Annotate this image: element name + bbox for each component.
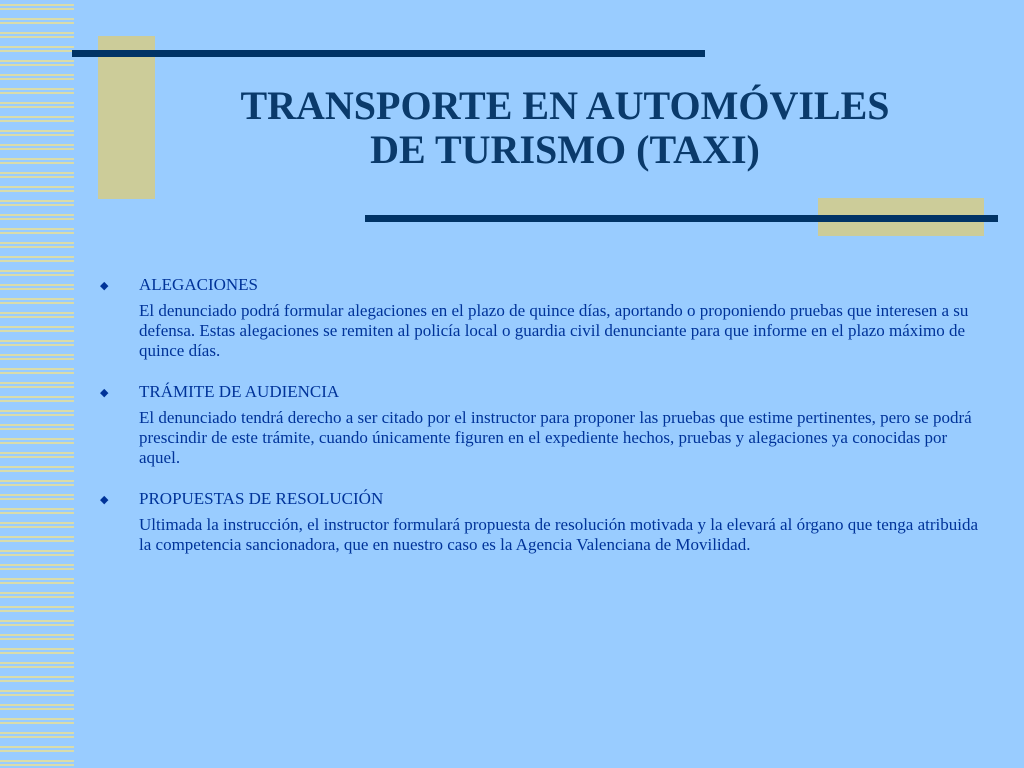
list-item-propuestas-de-resolucion (100, 489, 980, 555)
item-heading: PROPUESTAS DE RESOLUCIÓN (139, 489, 384, 508)
slide-title (160, 84, 970, 172)
item-heading: ALEGACIONES (139, 275, 258, 294)
title-rule-bottom (365, 215, 998, 222)
list-item-alegaciones (100, 275, 980, 361)
item-text: El denunciado podrá formular alegaciones en el plazo de quince días, aportando o proponiendo pruebas que interesen a su defensa. Estas alegaciones se remiten al policía local o guardia civil denunciante para que informe en el plazo máximo de quince días. (139, 301, 969, 360)
bullet-list (100, 275, 980, 576)
slide-title-line-2: DE TURISMO (TAXI) (370, 127, 760, 172)
item-text: Ultimada la instrucción, el instructor formulará propuesta de resolución motivada y la elevará al órgano que tenga atribuida la competencia sancionadora, que en nuestro caso es la Agencia Valenciana de Movilidad. (139, 515, 979, 554)
item-text: El denunciado tendrá derecho a ser citado por el instructor para proponer las pruebas que estime pertinentes, pero se podrá prescindir de este trámite, cuando únicamente figuren en el expediente hechos, pruebas y alegaciones ya conocidas por aquel. (139, 408, 972, 467)
item-heading: TRÁMITE DE AUDIENCIA (139, 382, 340, 401)
diamond-bullet-icon: ◆ (100, 494, 109, 506)
title-rule-top (72, 50, 705, 57)
diamond-bullet-icon: ◆ (100, 387, 109, 399)
decorative-stripes (0, 0, 74, 768)
list-item-tramite-de-audiencia (100, 382, 980, 468)
accent-block-left (98, 36, 155, 199)
slide-title-line-1: TRANSPORTE EN AUTOMÓVILES (240, 83, 890, 128)
diamond-bullet-icon: ◆ (100, 280, 109, 292)
